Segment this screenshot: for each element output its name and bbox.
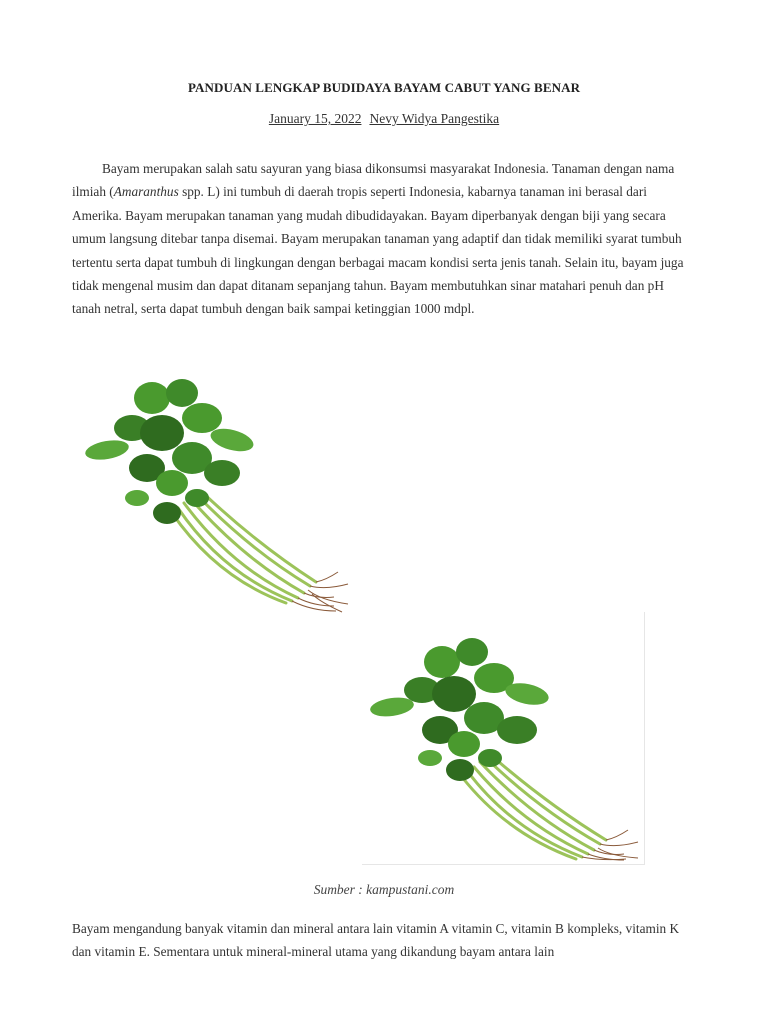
nutrition-paragraph: Bayam mengandung banyak vitamin dan mineral antara lain vitamin A vitamin C, vitamin B kompleks, vitamin K dan vitamin E. Sementara untuk mineral-mineral utama yang dikandung bayam antara lain: [72, 921, 680, 960]
article-meta: [0, 111, 768, 127]
article-title: PANDUAN LENGKAP BUDIDAYA BAYAM CABUT YANG BENAR: [187, 80, 581, 95]
spinach-bunch-illustration: [72, 368, 362, 613]
image-caption: Sumber : kampustani.com: [313, 882, 455, 897]
spinach-photo-1: [72, 368, 362, 613]
spinach-photo-2: [362, 612, 645, 865]
date-link[interactable]: January 15, 2022: [268, 111, 362, 126]
intro-text-part1: Bayam merupakan salah satu sayuran yang biasa dikonsumsi masyarakat Indonesia. Tanaman dengan nama ilmiah (: [72, 161, 675, 200]
scientific-name: Amaranthus: [113, 184, 179, 200]
intro-text-part2: spp. L) ini tumbuh di daerah tropis seperti Indonesia, kabarnya tanaman ini berasal dari Amerika. Bayam merupakan tanaman yang mudah dibudidayakan. Bayam diperbanyak dengan biji yang secara umum langsung ditebar tanpa disemai. Bayam merupakan tanaman yang adaptif dan tidak memiliki syarat tumbuh tertentu serta dapat tumbuh di lingkungan dengan berbagai macam kondisi serta jenis tanah. Selain itu, bayam juga tidak mengenal musim dan dapat ditanam sepanjang tahun. Bayam membutuhkan sinar matahari penuh dan pH tanah netral, serta dapat tumbuh dengan baik sampai ketinggian 1000 mdpl.: [72, 184, 684, 317]
author-link[interactable]: Nevy Widya Pangestika: [369, 111, 500, 126]
spinach-bunch-illustration: [362, 612, 644, 864]
intro-paragraph: [72, 157, 696, 321]
